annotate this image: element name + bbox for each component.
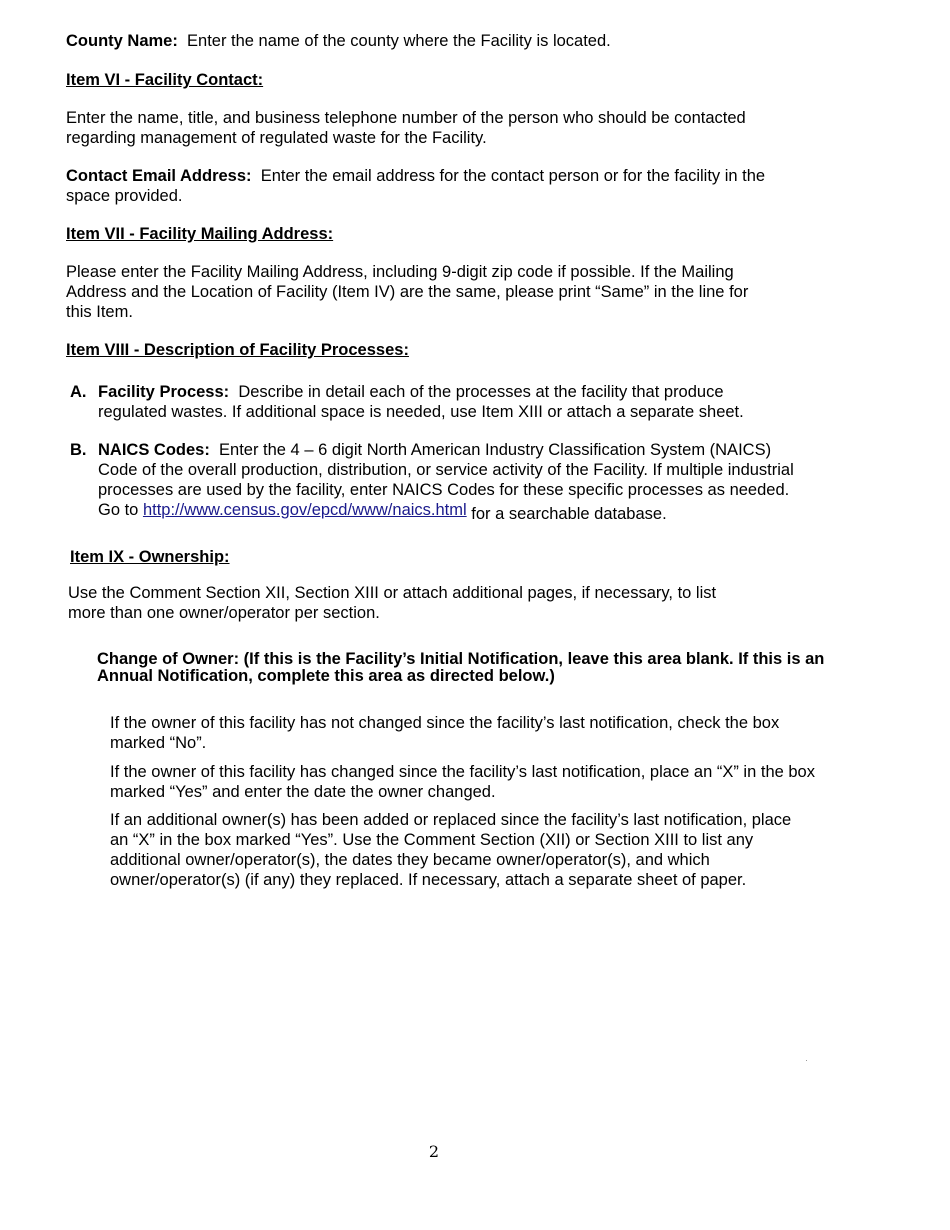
- naics-codes-text: Enter the 4 – 6 digit North American Industry Classification System (NAICS) Code of the overall production, distribution, or service activity of the Facility. If multiple industrial processes are used by the facility, enter NAICS Codes for these specific processes as needed. Go to: [98, 441, 794, 519]
- change-of-owner-heading: Change of Owner: (If this is the Facility’s Initial Notification, leave this area blank. If this is an Annual Notification, complete this area as directed below.): [97, 650, 825, 685]
- item-vi-text: Enter the name, title, and business telephone number of the person who should be contacted regarding management of regulated waste for the Facility.: [66, 109, 746, 147]
- item-viii-b-letter: B.: [70, 441, 87, 459]
- naics-codes-label: NAICS Codes:: [98, 441, 210, 459]
- contact-email-text: Enter the email address for the contact person or for the facility in the space provided.: [66, 167, 766, 205]
- item-vi-heading: Item VI - Facility Contact:: [66, 71, 264, 89]
- item-viii-b-body: [98, 440, 843, 523]
- county-name-text: Enter the name of the county where the Facility is located.: [187, 32, 611, 50]
- item-vii-heading: Item VII - Facility Mailing Address:: [66, 225, 334, 243]
- facility-process-text: Describe in detail each of the processes at the facility that produce regulated wastes. If additional space is needed, use Item XIII or attach a separate sheet.: [98, 383, 744, 421]
- item-viii-a-letter: A.: [70, 383, 87, 401]
- county-name-label: County Name:: [66, 32, 178, 50]
- contact-email-label: Contact Email Address:: [66, 167, 252, 185]
- contact-email-paragraph: [66, 166, 776, 206]
- stray-mark: [806, 1060, 807, 1061]
- item-ix-heading: Item IX - Ownership:: [70, 548, 230, 566]
- change-of-owner-p2: If the owner of this facility has changed since the facility’s last notification, place an “X” in the box marked “Yes” and enter the date the owner changed.: [110, 763, 815, 801]
- page-number: 2: [428, 1142, 440, 1161]
- naics-link[interactable]: http://www.census.gov/epcd/www/naics.html: [142, 501, 467, 519]
- item-viii-heading: Item VIII - Description of Facility Processes:: [66, 341, 409, 359]
- item-viii-a-body: [98, 382, 778, 422]
- county-name-paragraph: [66, 31, 786, 51]
- facility-process-label: Facility Process:: [98, 383, 230, 401]
- naics-after-text: for a searchable database.: [471, 505, 667, 523]
- change-of-owner-p1: If the owner of this facility has not changed since the facility’s last notification, check the box marked “No”.: [110, 714, 780, 752]
- change-of-owner-p3: If an additional owner(s) has been added or replaced since the facility’s last notification, place an “X” in the box marked “Yes”. Use the Comment Section (XII) or Section XIII to list any additional owner/operator(s), the dates they became owner/operator(s), and which owner/operator(s) (if any) they replaced. If necessary, attach a separate sheet of paper.: [110, 811, 792, 889]
- item-ix-text: Use the Comment Section XII, Section XIII or attach additional pages, if necessary, to list more than one owner/operator per section.: [68, 584, 717, 622]
- item-vii-text: Please enter the Facility Mailing Address, including 9-digit zip code if possible. If the Mailing Address and the Location of Facility (Item IV) are the same, please print “Same” in the line for this Item.: [66, 263, 749, 321]
